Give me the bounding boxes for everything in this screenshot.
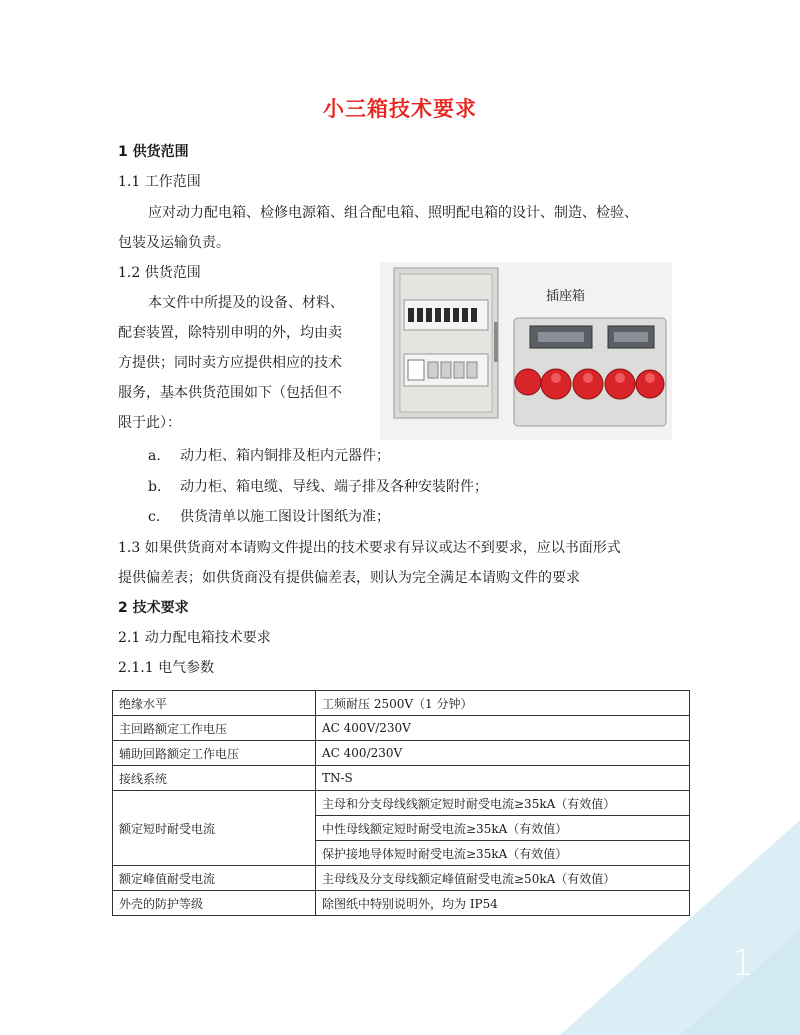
section-1-2-paragraph-line: 方提供；同时卖方应提供相应的技术 [118,355,342,371]
section-2-heading: 2 技术要求 [118,600,189,616]
table-row [113,766,690,791]
table-cell-value: 中性母线额定短时耐受电流≥35kA（有效值） [316,816,690,841]
section-1-1-paragraph-line-1: 应对动力配电箱、检修电源箱、组合配电箱、照明配电箱的设计、制造、检验、 [148,205,638,221]
product-photo [380,262,672,440]
table-cell-value: 保护接地导体短时耐受电流≥35kA（有效值） [316,841,690,866]
section-1-2-heading: 1.2 供货范围 [118,265,201,281]
section-1-2-paragraph-line: 本文件中所提及的设备、材料、 [148,295,344,311]
section-1-1-heading: 1.1 工作范围 [118,174,201,190]
photo-label: 插座箱 [546,289,586,304]
table-cell-label: 额定峰值耐受电流 [113,866,316,891]
section-2-1-heading: 2.1 动力配电箱技术要求 [118,630,271,646]
section-1-2-paragraph-line: 配套装置，除特别申明的外，均由卖 [118,325,342,341]
item-marker: b. [148,479,162,495]
table-cell-label: 接线系统 [113,766,316,791]
section-1-2-paragraph-line: 服务，基本供货范围如下（包括但不 [118,385,342,401]
section-2-1-1-heading: 2.1.1 电气参数 [118,660,215,676]
table-row [113,741,690,766]
item-marker: c. [148,509,161,525]
page-number: 1 [731,943,754,984]
section-1-1-paragraph-line-2: 包装及运输负责。 [118,235,230,251]
item-text: 动力柜、箱内铜排及柜内元器件； [180,448,390,464]
table-cell-value: 工频耐压 2500V（1 分钟） [316,691,690,716]
item-marker: a. [148,448,161,464]
table-cell-label: 辅助回路额定工作电压 [113,741,316,766]
section-1-heading: 1 供货范围 [118,144,189,160]
corner-decoration [560,820,800,1035]
section-1-2-paragraph-line: 限于此）： [118,415,181,431]
table-cell-value: AC 400V/230V [316,716,690,741]
supply-item-a [148,446,390,466]
table-row [113,691,690,716]
item-text: 供货清单以施工图设计图纸为准； [180,509,390,525]
supply-item-c [148,507,390,527]
table-cell-value: AC 400/230V [316,741,690,766]
supply-item-b [148,477,488,497]
distribution-box-illustration [380,262,672,440]
table-cell-label: 绝缘水平 [113,691,316,716]
table-cell-value: 主母线及分支母线额定峰值耐受电流≥50kA（有效值） [316,866,690,891]
table-cell-value: TN-S [316,766,690,791]
table-cell-label: 外壳的防护等级 [113,891,316,916]
table-cell-label: 主回路额定工作电压 [113,716,316,741]
table-cell-value: 主母和分支母线线额定短时耐受电流≥35kA（有效值） [316,791,690,816]
table-row [113,791,690,816]
table-row [113,716,690,741]
page-title: 小三箱技术要求 [323,97,477,121]
table-cell-label: 额定短时耐受电流 [113,791,316,866]
item-text: 动力柜、箱电缆、导线、端子排及各种安装附件； [180,479,488,495]
section-1-3-line-2: 提供偏差表；如供货商没有提供偏差表，则认为完全满足本请购文件的要求 [118,570,580,586]
table-cell-value: 除图纸中特别说明外，均为 IP54 [316,891,690,916]
section-1-3-line-1: 1.3 如果供货商对本请购文件提出的技术要求有异议或达不到要求，应以书面形式 [118,540,621,556]
